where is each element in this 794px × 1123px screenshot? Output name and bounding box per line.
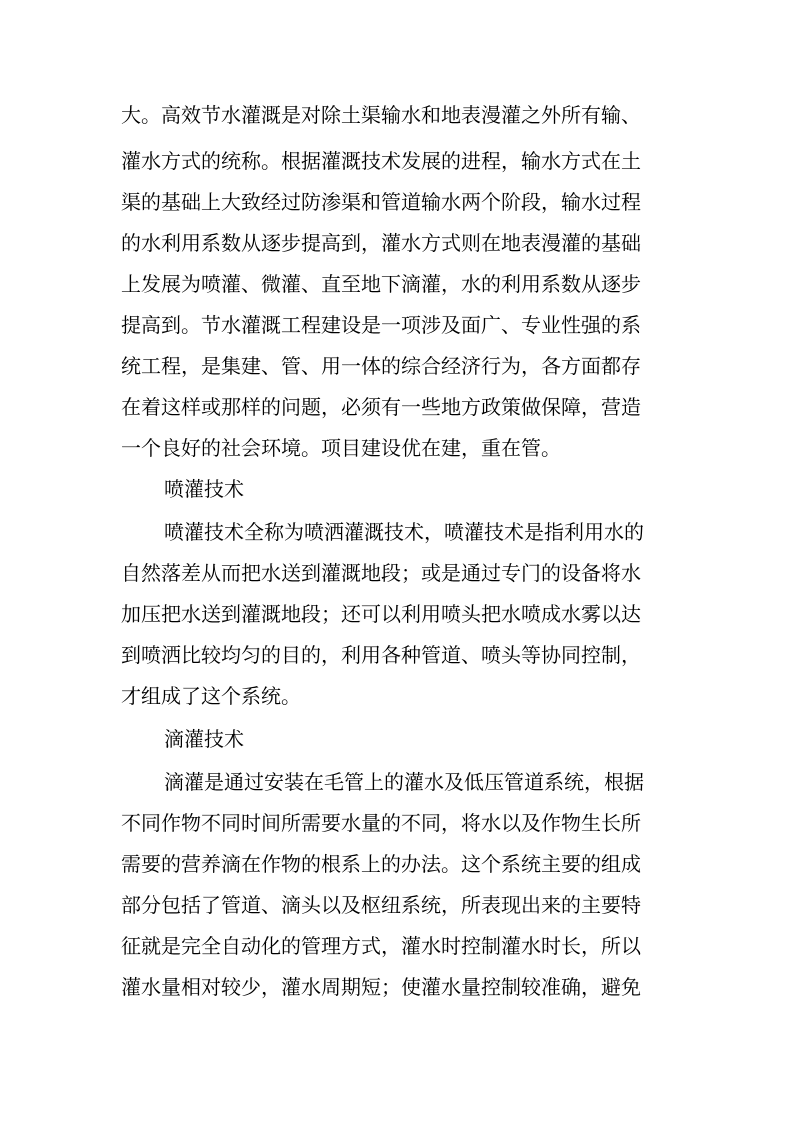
- text-line-6: [0, 305, 794, 345]
- text-line-14-content: 到喷洒比较均匀的目的，利用各种管道、喷头等协同控制，: [121, 643, 641, 667]
- text-line-8: [0, 387, 794, 427]
- text-line-15: [0, 676, 794, 716]
- section-heading-sprinkler-text: 喷灌技术: [164, 477, 244, 501]
- text-line-2: [0, 141, 794, 181]
- text-line-4-content: 的水利用系数从逐步提高到，灌水方式则在地表漫灌的基础: [121, 231, 641, 255]
- text-line-3: [0, 182, 794, 222]
- text-line-19: [0, 844, 794, 884]
- text-line-18-content: 不同作物不同时间所需要水量的不同，将水以及作物生长所: [121, 811, 641, 835]
- text-line-6-content: 提高到。节水灌溉工程建设是一项涉及面广、专业性强的系: [121, 313, 641, 337]
- text-line-1: [0, 95, 794, 135]
- text-line-22-content: 灌水量相对较少，灌水周期短；使灌水量控制较准确，避免: [121, 975, 641, 999]
- text-line-15-content: 才组成了这个系统。: [121, 684, 301, 708]
- text-line-5: [0, 264, 794, 304]
- text-line-12-content: 自然落差从而把水送到灌溉地段；或是通过专门的设备将水: [121, 561, 641, 585]
- text-line-7-content: 统工程，是集建、管、用一体的综合经济行为，各方面都存: [121, 354, 641, 378]
- text-line-17-content: 滴灌是通过安装在毛管上的灌水及低压管道系统，根据: [164, 770, 644, 794]
- text-line-22: [0, 967, 794, 1007]
- text-line-3-content: 渠的基础上大致经过防渗渠和管道输水两个阶段，输水过程: [121, 190, 641, 214]
- text-line-19-content: 需要的营养滴在作物的根系上的办法。这个系统主要的组成: [121, 852, 641, 876]
- section-heading-sprinkler: [0, 469, 794, 509]
- text-line-2-content: 灌水方式的统称。根据灌溉技术发展的进程，输水方式在土: [121, 149, 641, 173]
- section-heading-drip-text: 滴灌技术: [164, 727, 244, 751]
- text-line-11: [0, 512, 794, 552]
- text-line-11-content: 喷灌技术全称为喷洒灌溉技术，喷灌技术是指利用水的: [164, 520, 644, 544]
- text-line-17: [0, 762, 794, 802]
- text-line-18: [0, 803, 794, 843]
- text-line-12: [0, 553, 794, 593]
- text-line-20-content: 部分包括了管道、滴头以及枢纽系统，所表现出来的主要特: [121, 893, 641, 917]
- text-line-9-content: 一个良好的社会环境。项目建设优在建，重在管。: [121, 436, 561, 460]
- text-line-13: [0, 594, 794, 634]
- text-line-1-content: 大。高效节水灌溉是对除土渠输水和地表漫灌之外所有输、: [121, 103, 641, 127]
- text-line-4: [0, 223, 794, 263]
- text-line-9: [0, 428, 794, 468]
- text-line-8-content: 在着这样或那样的问题，必须有一些地方政策做保障，营造: [121, 395, 641, 419]
- text-line-13-content: 加压把水送到灌溉地段；还可以利用喷头把水喷成水雾以达: [121, 602, 641, 626]
- text-line-14: [0, 635, 794, 675]
- text-line-21-content: 征就是完全自动化的管理方式，灌水时控制灌水时长，所以: [121, 934, 641, 958]
- text-line-7: [0, 346, 794, 386]
- text-line-21: [0, 926, 794, 966]
- section-heading-drip: [0, 719, 794, 759]
- text-line-20: [0, 885, 794, 925]
- text-line-5-content: 上发展为喷灌、微灌、直至地下滴灌，水的利用系数从逐步: [121, 272, 641, 296]
